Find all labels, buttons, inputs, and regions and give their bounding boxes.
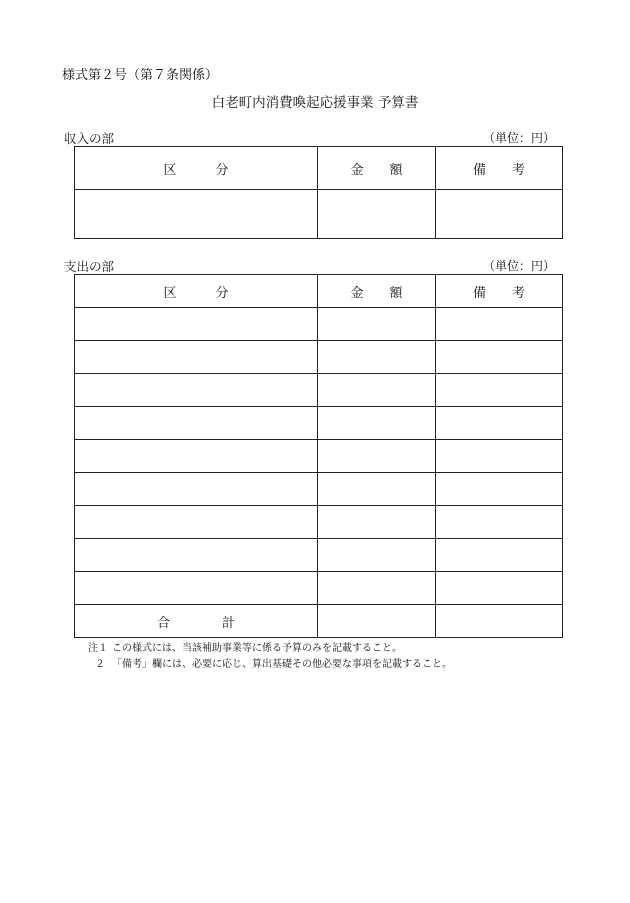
expense-header-row xyxy=(75,275,563,308)
expense-total-amount[interactable] xyxy=(318,605,436,638)
expense-row xyxy=(75,473,563,506)
form-number: 様式第２号（第７条関係） xyxy=(62,68,219,83)
expense-cell-remarks[interactable] xyxy=(436,440,563,473)
expense-unit-label: （単位：円） xyxy=(482,259,555,273)
income-header-category: 区 分 xyxy=(75,147,318,190)
expense-cell-category[interactable] xyxy=(75,539,318,572)
expense-cell-remarks[interactable] xyxy=(436,506,563,539)
expense-cell-amount[interactable] xyxy=(318,539,436,572)
expense-cell-category[interactable] xyxy=(75,407,318,440)
expense-row xyxy=(75,539,563,572)
expense-cell-category[interactable] xyxy=(75,473,318,506)
note-text: この様式には、当該補助事業等に係る予算のみを記載すること。 xyxy=(112,643,402,654)
expense-total-label: 合 計 xyxy=(75,605,318,638)
expense-cell-amount[interactable] xyxy=(318,473,436,506)
expense-cell-remarks[interactable] xyxy=(436,572,563,605)
expense-cell-category[interactable] xyxy=(75,341,318,374)
expense-cell-amount[interactable] xyxy=(318,572,436,605)
expense-cell-remarks[interactable] xyxy=(436,539,563,572)
expense-cell-category[interactable] xyxy=(75,440,318,473)
notes xyxy=(88,641,452,673)
note-number: ２ xyxy=(95,659,105,670)
note-number: 注１ xyxy=(88,643,108,654)
note-item xyxy=(88,657,452,673)
income-header-row xyxy=(75,147,563,190)
expense-row xyxy=(75,308,563,341)
expense-row xyxy=(75,506,563,539)
income-header-remarks: 備 考 xyxy=(436,147,563,190)
expense-header-category: 区 分 xyxy=(75,275,318,308)
income-cell-category[interactable] xyxy=(75,190,318,239)
expense-cell-category[interactable] xyxy=(75,374,318,407)
income-header-amount: 金 額 xyxy=(318,147,436,190)
expense-row xyxy=(75,341,563,374)
expense-header-amount: 金 額 xyxy=(318,275,436,308)
expense-total-remarks[interactable] xyxy=(436,605,563,638)
expense-header-remarks: 備 考 xyxy=(436,275,563,308)
income-row xyxy=(75,190,563,239)
expense-section-label: 支出の部 xyxy=(64,259,115,274)
expense-cell-category[interactable] xyxy=(75,308,318,341)
note-item xyxy=(88,641,452,657)
expense-row xyxy=(75,374,563,407)
expense-cell-category[interactable] xyxy=(75,506,318,539)
income-unit-label: （単位：円） xyxy=(482,131,555,145)
expense-cell-amount[interactable] xyxy=(318,506,436,539)
income-cell-amount[interactable] xyxy=(318,190,436,239)
expense-cell-amount[interactable] xyxy=(318,407,436,440)
expense-cell-amount[interactable] xyxy=(318,308,436,341)
expense-cell-amount[interactable] xyxy=(318,440,436,473)
expense-cell-remarks[interactable] xyxy=(436,473,563,506)
expense-cell-remarks[interactable] xyxy=(436,341,563,374)
note-text: 「備考」欄には、必要に応じ、算出基礎その他必要な事項を記載すること。 xyxy=(112,659,452,670)
expense-row xyxy=(75,572,563,605)
expense-table xyxy=(74,274,563,638)
income-section-label: 収入の部 xyxy=(64,131,115,146)
expense-cell-category[interactable] xyxy=(75,572,318,605)
expense-cell-amount[interactable] xyxy=(318,374,436,407)
expense-cell-remarks[interactable] xyxy=(436,407,563,440)
expense-row xyxy=(75,407,563,440)
expense-total-row xyxy=(75,605,563,638)
expense-row xyxy=(75,440,563,473)
expense-cell-remarks[interactable] xyxy=(436,308,563,341)
expense-cell-remarks[interactable] xyxy=(436,374,563,407)
page-title: 白老町内消費喚起応援事業 予算書 xyxy=(211,95,419,111)
expense-cell-amount[interactable] xyxy=(318,341,436,374)
income-cell-remarks[interactable] xyxy=(436,190,563,239)
income-table xyxy=(74,146,563,239)
